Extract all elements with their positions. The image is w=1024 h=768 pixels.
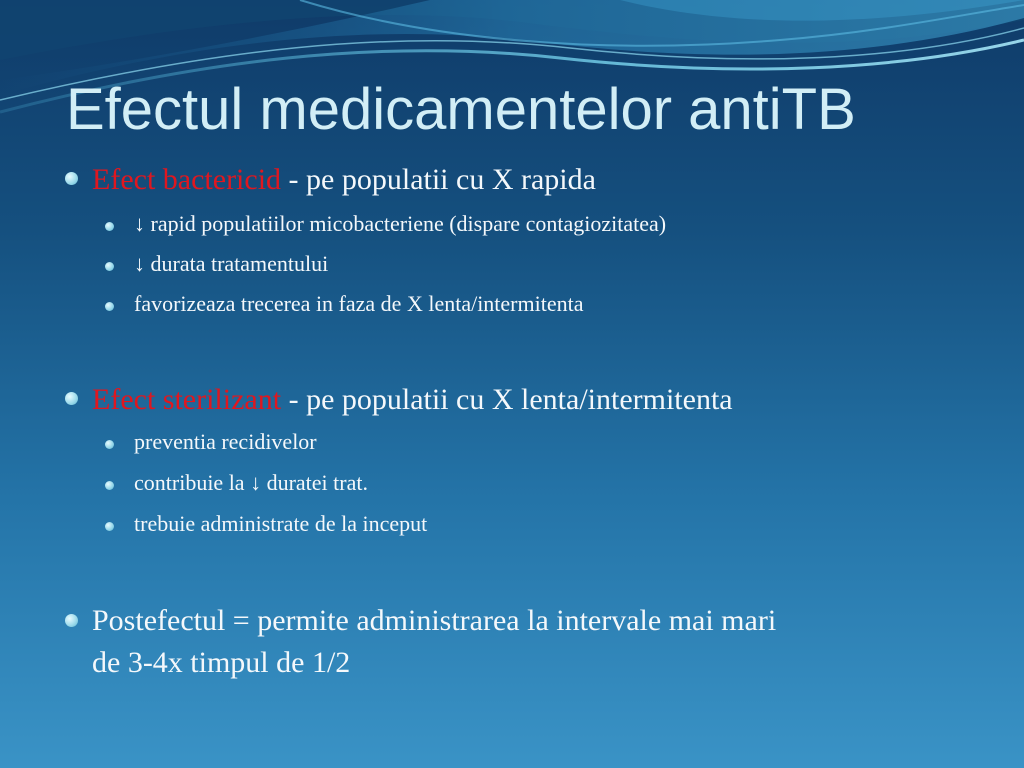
term-sterilizant: Efect sterilizant [92,383,282,416]
bullet-bactericid-desc: - pe populatii cu X rapida [281,163,596,196]
sub-bullet-item: ↓ rapid populatiilor micobacteriene (dispare contagiozitatea) [134,211,667,236]
sub-bullet-dot-icon [105,302,114,311]
sub-bullet-dot-icon [105,481,114,490]
bullet-bactericid [92,162,596,198]
bullet-dot-icon [65,392,78,405]
slide-title: Efectul medicamentelor antiTB [66,77,856,142]
sub-bullet-item: ↓ durata tratamentului [134,251,329,276]
sub-bullet-dot-icon [105,262,114,271]
term-bactericid: Efect bactericid [92,163,282,196]
bullet-postefectul-line1: Postefectul = permite administrarea la intervale mai mari [92,604,777,637]
sub-bullet-item: favorizeaza trecerea in faza de X lenta/intermitenta [134,291,584,316]
bullet-dot-icon [65,614,78,627]
sub-bullet-dot-icon [105,222,114,231]
bullet-sterilizant-desc: - pe populatii cu X lenta/intermitenta [281,383,733,416]
sub-bullet-item: preventia recidivelor [134,429,317,454]
bullet-postefectul-line2: de 3-4x timpul de 1/2 [92,646,351,679]
bullet-sterilizant [92,382,733,418]
bullet-dot-icon [65,172,78,185]
sub-bullet-item: trebuie administrate de la inceput [134,511,428,536]
sub-bullet-item: contribuie la ↓ duratei trat. [134,470,368,495]
sub-bullet-dot-icon [105,522,114,531]
sub-bullet-dot-icon [105,440,114,449]
